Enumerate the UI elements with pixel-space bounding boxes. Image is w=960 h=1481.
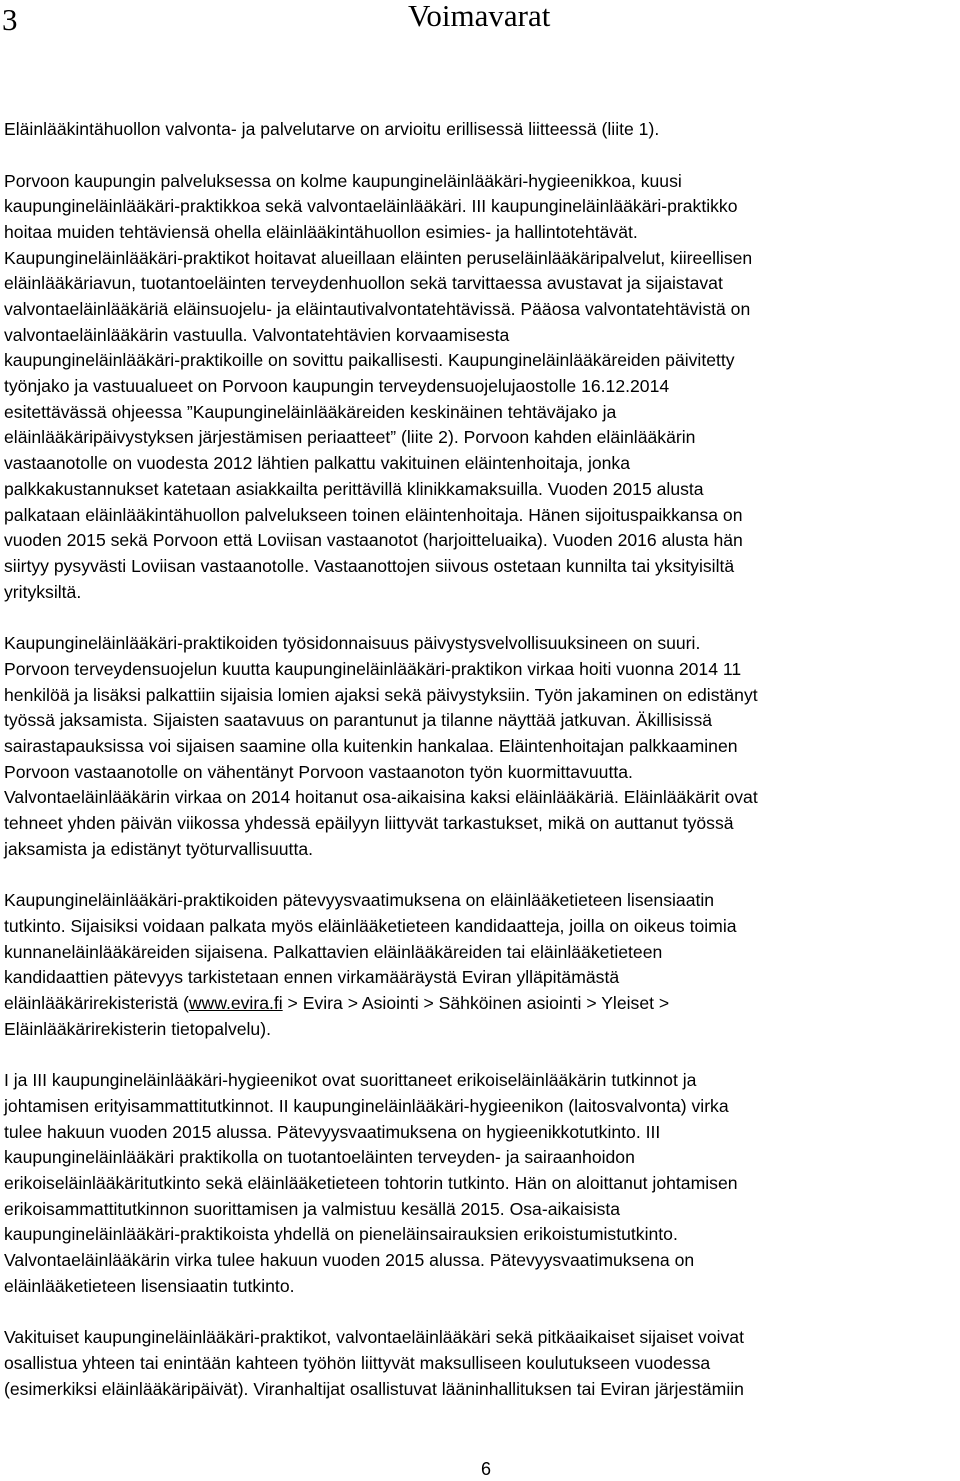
- paragraph: [4, 169, 958, 606]
- text-line: kunnaneläinlääkäreiden sijaisena. Palkattavien eläinlääkäreiden tai eläinlääketieteen: [4, 941, 663, 962]
- text-line: vastaanotolle on vuodesta 2012 lähtien palkattu vakituinen eläintenhoitaja, jonka: [4, 453, 631, 474]
- text-line: eläinlääketieteen lisensiaatin tutkinto.: [4, 1275, 295, 1296]
- text-line: Eläinlääkärirekisterin tietopalvelu).: [4, 1018, 271, 1039]
- text-line: henkilöä ja lisäksi palkattiin sijaisia lomien ajaksi sekä päivystyksiin. Työn jakaminen on edistänyt: [4, 684, 758, 705]
- page-number: 6: [480, 1459, 491, 1479]
- text-line: Kaupungineläinlääkäri-praktikot hoitavat alueillaan eläinten peruseläinlääkäripalvelut, kiireellisen: [4, 247, 753, 268]
- document-body: [4, 117, 958, 1402]
- text-line: Valvontaeläinlääkärin virka tulee hakuun vuoden 2015 alussa. Pätevyysvaatimuksena on: [4, 1250, 695, 1271]
- text-line: tutkinto. Sijaisiksi voidaan palkata myös eläinlääketieteen kandidaatteja, joilla on oikeus toimia: [4, 915, 737, 936]
- text-line: valvontaeläinlääkäriä eläinsuojelu- ja eläintautivalvontatehtävissä. Pääosa valvontatehtävistä on: [4, 299, 751, 320]
- text-line: vuoden 2015 sekä Porvoon että Loviisan vastaanotot (harjoitteluaika). Vuoden 2016 alusta hän: [4, 530, 743, 551]
- paragraph: [4, 117, 958, 143]
- text-line: I ja III kaupungineläinlääkäri-hygieenikot ovat suorittaneet erikoiseläinlääkärin tutkinnot ja: [4, 1070, 697, 1091]
- text-line: Porvoon kaupungin palveluksessa on kolme kaupungineläinlääkäri-hygieenikkoa, kuusi: [4, 170, 682, 191]
- paragraph: [4, 631, 958, 862]
- text-line: eläinlääkäripäivystyksen järjestämisen periaatteet” (liite 2). Porvoon kahden eläinlääkärin: [4, 427, 696, 448]
- section-title: Voimavarat: [408, 0, 551, 33]
- text-line: kaupungineläinlääkäri-praktikoista yhdellä on pieneläinsairauksien erikoistumistutkinto.: [4, 1224, 678, 1245]
- text-line: Vakituiset kaupungineläinlääkäri-praktikot, valvontaeläinlääkäri sekä pitkäaikaiset sijaiset voivat: [4, 1327, 744, 1348]
- paragraph: [4, 1325, 958, 1402]
- text-line: työssä jaksamista. Sijaisten saatavuus on parantunut ja tilanne näyttää jatkuvan. Äkillisissä: [4, 710, 713, 731]
- text-line: jaksamista ja edistänyt työturvallisuutta.: [4, 838, 314, 859]
- text-line: tulee hakuun vuoden 2015 alussa. Pätevyysvaatimuksena on hygieenikkotutkinto. III: [4, 1121, 661, 1142]
- text-line: kaupungineläinlääkäri-praktikoille on sovittu paikallisesti. Kaupungineläinlääkäreiden päivitetty: [4, 350, 735, 371]
- text-fragment: eläinlääkärirekisteristä (: [4, 992, 189, 1013]
- text-line: siirtyy pysyvästi Loviisan vastaanotolle. Vastaanottojen siivous ostetaan kunnilta tai yksityisiltä: [4, 555, 735, 576]
- text-line: Eläinlääkintähuollon valvonta- ja palvelutarve on arvioitu erillisessä liitteessä (liite 1).: [4, 119, 660, 139]
- paragraph: [4, 888, 958, 1042]
- text-fragment: > Evira > Asiointi > Sähköinen asiointi > Yleiset >: [282, 992, 670, 1013]
- text-line: valvontaeläinlääkärin vastuulla. Valvontatehtävien korvaamisesta: [4, 324, 510, 345]
- text-line: palkkakustannukset katetaan asiakkailta perittävillä klinikkamaksuilla. Vuoden 2015 alusta: [4, 478, 704, 499]
- text-line: osallistua yhteen tai enintään kahteen työhön liittyvät maksulliseen koulutukseen vuodessa: [4, 1353, 711, 1374]
- text-line: kaupungineläinlääkäri praktikolla on tuotantoeläinten terveyden- ja sairaanhoidon: [4, 1147, 635, 1168]
- text-line: erikoiseläinlääkäritutkinto sekä eläinlääketieteen tohtorin tutkinto. Hän on aloittanut johtamisen: [4, 1173, 738, 1193]
- text-line: johtamisen erityisammattitutkinnot. II kaupungineläinlääkäri-hygieenikon (laitosvalvonta) virka: [4, 1095, 729, 1116]
- text-line: kaupungineläinlääkäri-praktikkoa sekä valvontaeläinlääkäri. III kaupungineläinlääkäri-praktikko: [4, 196, 738, 217]
- paragraph: [4, 1068, 958, 1299]
- text-line: sairastapauksissa voi sijaisen saamine olla kuitenkin hankalaa. Eläintenhoitajan palkkaaminen: [4, 735, 738, 756]
- section-number: 3: [2, 2, 18, 37]
- text-line: palkataan eläinlääkintähuollon palvelukseen toinen eläintenhoitaja. Hänen sijoituspaikkansa on: [4, 504, 743, 525]
- evira-link[interactable]: www.evira.fi: [188, 992, 283, 1013]
- text-line: esitettävässä ohjeessa ”Kaupungineläinlääkäreiden keskinäinen tehtäväjako ja: [4, 401, 617, 422]
- text-line: eläinlääkäriavun, tuotantoeläinten terveydenhuollon sekä tarvittaessa avustavat ja sijaistavat: [4, 273, 723, 294]
- text-line: (esimerkiksi eläinlääkäripäivät). Viranhaltijat osallistuvat lääninhallituksen tai Eviran järjestämiin: [4, 1378, 744, 1399]
- text-line: Kaupungineläinlääkäri-praktikoiden työsidonnaisuus päivystysvelvollisuuksineen on suuri.: [4, 633, 701, 654]
- text-line: [4, 991, 958, 1017]
- text-line: erikoisammattitutkinnon suorittamisen ja valmistuu kesällä 2015. Osa-aikaisista: [4, 1198, 621, 1219]
- text-line: yrityksiltä.: [4, 581, 82, 602]
- section-heading: [0, 0, 960, 40]
- text-line: tehneet yhden päivän viikossa yhdessä epäilyyn liittyvät tarkastukset, mikä on auttanut työssä: [4, 812, 734, 833]
- text-line: Porvoon terveydensuojelun kuutta kaupungineläinlääkäri-praktikon virkaa hoiti vuonna 2014 11: [4, 658, 742, 679]
- text-line: Porvoon vastaanotolle on vähentänyt Porvoon vastaanoton työn kuormittavuutta.: [4, 761, 633, 782]
- text-line: Valvontaeläinlääkärin virkaa on 2014 hoitanut osa-aikaisina kaksi eläinlääkäriä. Eläinlääkärit ovat: [4, 787, 758, 808]
- text-line: työnjako ja vastuualueet on Porvoon kaupungin terveydensuojelujaostolle 16.12.2014: [4, 376, 670, 397]
- text-line: Kaupungineläinlääkäri-praktikoiden pätevyysvaatimuksena on eläinlääketieteen lisensiaatin: [4, 890, 715, 911]
- text-line: hoitaa muiden tehtäviensä ohella eläinlääkintähuollon esimies- ja hallintotehtävät.: [4, 221, 638, 242]
- text-line: kandidaattien pätevyys tarkistetaan ennen virkamääräystä Eviran ylläpitämästä: [4, 967, 620, 988]
